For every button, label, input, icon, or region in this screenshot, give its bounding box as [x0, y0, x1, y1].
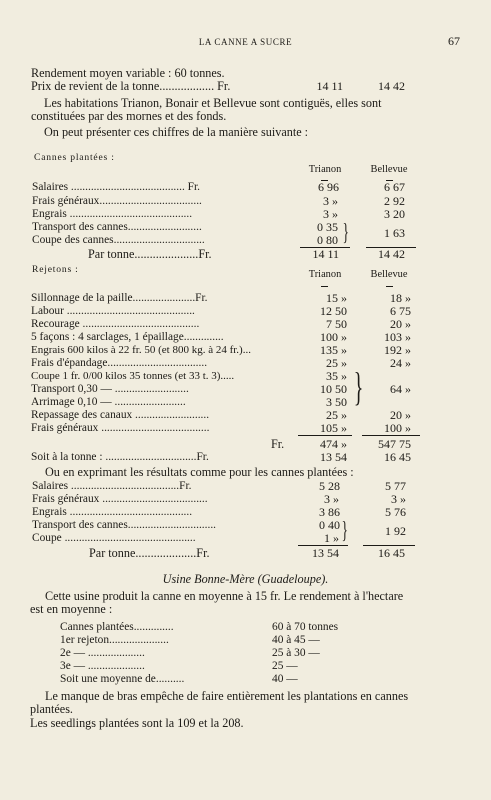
paragraph-line: Le manque de bras empêche de faire entièrement les plantations en cannes: [45, 689, 409, 703]
table-row-label: Sillonnage de la paille......................Fr.: [31, 292, 208, 304]
table-cell: 18 »: [390, 291, 411, 305]
yield-row-label: Cannes plantées..............: [60, 621, 174, 633]
table-cell: 7 50: [326, 317, 347, 331]
total-value: 13 54: [312, 546, 339, 560]
cost-label: Prix de revient de la tonne.................. Fr.: [31, 79, 231, 93]
brace-icon: }: [342, 220, 349, 246]
paragraph-line: plantées.: [30, 702, 73, 716]
yield-row-value: 60 à 70 tonnes: [272, 621, 339, 633]
per-ton-value: 13 54: [320, 450, 347, 464]
table-row-label: Repassage des canaux ..........................: [31, 409, 210, 421]
paragraph-line: constituées par des mornes et des fonds.: [31, 109, 227, 123]
table-cell: 12 50: [320, 304, 347, 318]
table-cell: 15 »: [326, 291, 347, 305]
table-cell: 192 »: [384, 343, 411, 357]
table-cell: 1 »: [324, 531, 339, 545]
table-cell: 2 92: [384, 194, 405, 208]
table-row-label: Transport des cannes...............................: [32, 519, 217, 531]
table-row-label: Labour .............................................: [31, 305, 195, 317]
per-ton-value: 16 45: [384, 450, 411, 464]
section-heading: Cannes plantées :: [34, 152, 115, 163]
yield-row-label: 1er rejeton.....................: [60, 634, 169, 646]
yield-row-value: 40 —: [272, 673, 298, 685]
table-cell: 3 20: [384, 207, 405, 221]
sum-rule: [298, 435, 352, 436]
yield-row-label: 3e — ....................: [60, 660, 145, 672]
table-cell: 0 35: [317, 220, 338, 234]
brace-icon: }: [353, 364, 364, 409]
paragraph-line: Cette usine produit la canne en moyenne à 15 fr. Le rendement à l'hectare: [45, 589, 404, 603]
table-cell: 24 »: [390, 356, 411, 370]
column-header-bellevue: Bellevue: [370, 269, 408, 280]
page-number: 67: [448, 34, 460, 48]
table-cell: 3 »: [391, 492, 406, 506]
table-row-label: Engrais 600 kilos à 22 fr. 50 (et 800 kg. à 24 fr.)...: [31, 344, 251, 356]
brace-icon: }: [341, 518, 348, 544]
table-cell: 25 »: [326, 408, 347, 422]
total-value: 16 45: [378, 546, 405, 560]
total-value: 14 42: [378, 247, 405, 261]
yield-row-value: 25 à 30 —: [272, 647, 320, 659]
table-cell: 100 »: [320, 330, 347, 344]
total-label: Par tonne.....................Fr.: [88, 247, 212, 261]
table-row-label: Arrimage 0,10 — .........................: [31, 396, 186, 408]
column-header-bellevue: Bellevue: [370, 164, 408, 175]
table-cell: 10 50: [320, 382, 347, 396]
table-row-label: Transport des cannes..........................: [32, 221, 202, 233]
sum-value: 547 75: [378, 437, 411, 451]
yield-row-label: Soit une moyenne de..........: [60, 673, 185, 685]
table-row-label: Engrais ...........................................: [32, 506, 193, 518]
cost-value-bellevue: 14 42: [378, 79, 405, 93]
paragraph-line: Ou en exprimant les résultats comme pour les cannes plantées :: [45, 465, 354, 479]
subsection-title: Usine Bonne-Mère (Guadeloupe).: [162, 572, 329, 586]
table-cell: 3 86: [319, 505, 340, 519]
table-cell: 5 28: [319, 479, 340, 493]
table-cell: 6 67: [384, 180, 405, 194]
table-row-label: Transport 0,30 — ..........................: [31, 383, 189, 395]
paragraph-line: On peut présenter ces chiffres de la manière suivante :: [44, 125, 309, 139]
table-cell: 20 »: [390, 408, 411, 422]
table-cell: 3 50: [326, 395, 347, 409]
yield-row-label: 2e — ....................: [60, 647, 145, 659]
table-cell: 103 »: [384, 330, 411, 344]
column-header-trianon: Trianon: [308, 269, 342, 280]
paragraph-line: est en moyenne :: [30, 602, 113, 616]
table-cell: 0 80: [317, 233, 338, 247]
column-header-trianon: Trianon: [308, 164, 342, 175]
table-row-label: Coupe des cannes................................: [32, 234, 205, 246]
sum-label: Fr.: [271, 437, 285, 451]
table-cell: 20 »: [390, 317, 411, 331]
table-row-label: Recourage .........................................: [31, 318, 200, 330]
table-row-label: Coupe 1 fr. 0/00 kilos 35 tonnes (et 33 t. 3).....: [31, 370, 235, 382]
running-header: LA CANNE A SUCRE: [198, 37, 293, 47]
paragraph-line: Les habitations Trianon, Bonair et Bellevue sont contiguës, elles sont: [44, 96, 382, 110]
table-cell-merged: 64 »: [390, 382, 411, 396]
table-cell: 3 »: [323, 207, 338, 221]
column-rule: [321, 286, 328, 287]
intro-line: Rendement moyen variable : 60 tonnes.: [31, 66, 225, 80]
table-cell: 105 »: [320, 421, 347, 435]
table-row-label: Frais généraux....................................: [32, 195, 202, 207]
table-cell: 6 75: [390, 304, 411, 318]
table-cell-merged: 1 92: [385, 524, 406, 538]
table-row-label: Frais généraux .....................................: [32, 493, 208, 505]
section-heading: Rejetons :: [32, 264, 79, 275]
cost-value-trianon: 14 11: [316, 79, 343, 93]
table-cell: 25 »: [326, 356, 347, 370]
yield-row-value: 40 à 45 —: [272, 634, 320, 646]
table-cell-merged: 1 63: [384, 226, 405, 240]
table-cell: 35 »: [326, 369, 347, 383]
table-row-label: Coupe ..............................................: [32, 532, 196, 544]
yield-row-value: 25 —: [272, 660, 298, 672]
table-cell: 0 40: [319, 518, 340, 532]
table-row-label: Frais généraux ......................................: [31, 422, 210, 434]
table-row-label: Salaires ......................................Fr.: [32, 480, 192, 492]
table-cell: 6 96: [318, 180, 339, 194]
table-cell: 135 »: [320, 343, 347, 357]
table-row-label: Salaires ........................................ Fr.: [32, 181, 201, 193]
total-value: 14 11: [312, 247, 339, 261]
column-rule: [386, 286, 393, 287]
table-cell: 100 »: [384, 421, 411, 435]
sum-value: 474 »: [320, 437, 347, 451]
table-cell: 5 77: [385, 479, 406, 493]
sum-rule: [362, 435, 420, 436]
table-cell: 3 »: [323, 194, 338, 208]
table-cell: 5 76: [385, 505, 406, 519]
table-cell: 3 »: [324, 492, 339, 506]
total-label: Par tonne....................Fr.: [89, 546, 210, 560]
paragraph-line: Les seedlings plantées sont la 109 et la 208.: [30, 716, 244, 730]
table-row-label: Frais d'épandage...................................: [31, 357, 208, 369]
per-ton-label: Soit à la tonne : ................................Fr.: [31, 451, 209, 463]
table-row-label: Engrais ...........................................: [32, 208, 193, 220]
table-row-label: 5 façons : 4 sarclages, 1 épaillage..............: [31, 331, 224, 343]
